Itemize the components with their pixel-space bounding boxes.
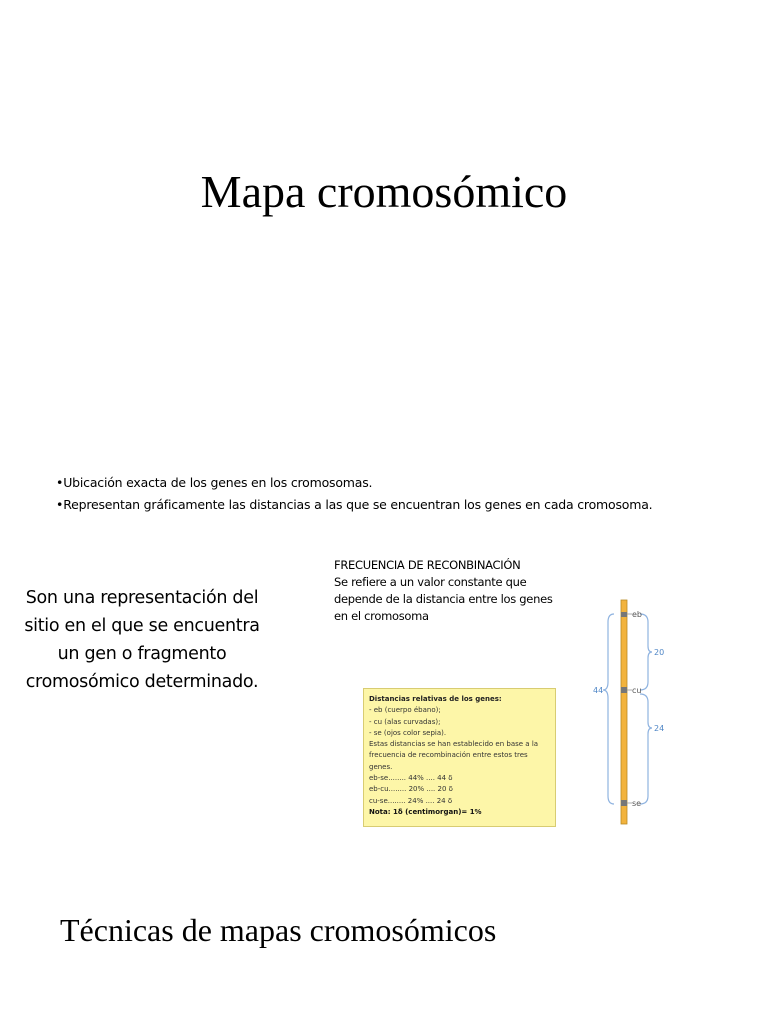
gene-label-eb: eb [632, 610, 642, 619]
figure-heading [334, 557, 554, 625]
bracket-cu-se [640, 694, 652, 804]
bracket-eb-cu [640, 614, 652, 690]
gene-label-cu: cu [632, 686, 642, 695]
definition-text: Son una representación del sitio en el que se encuentra un gen o fragmento cromosómico determinado. [24, 588, 260, 692]
recombination-figure [328, 552, 688, 827]
note-value: cu-se........ 24% .... 24 δ [369, 796, 453, 805]
note-gene: - eb (cuerpo ébano); [369, 706, 441, 715]
note-gene: - cu (alas curvadas); [369, 717, 441, 726]
note-value: eb-se........ 44% .... 44 δ [369, 774, 453, 783]
gene-label-se: se [632, 799, 642, 808]
note-gene: - se (ojos color sepia). [369, 728, 447, 737]
note-explanation: Estas distancias se han establecido en base a la frecuencia de recombinación entre estos tres genes. [369, 740, 539, 771]
bullet-item: • Ubicación exacta de los genes en los cromosomas. [56, 472, 756, 494]
gene-mark-se [621, 800, 627, 806]
bracket-eb-se [603, 614, 614, 804]
chromosome-diagram [578, 592, 688, 832]
distance-label-44: 44 [593, 686, 604, 695]
gene-distance-note [363, 688, 556, 827]
figure-heading-description: Se refiere a un valor constante que depende de la distancia entre los genes en el cromosoma [334, 575, 553, 623]
chromosome-bar [621, 600, 627, 824]
distance-label-20: 20 [654, 648, 665, 657]
section-title: Técnicas de mapas cromosómicos [60, 912, 497, 948]
gene-mark-eb [621, 612, 627, 617]
note-footnote: Nota: 1δ (centimorgan)= 1% [369, 807, 482, 816]
figure-heading-title: FRECUENCIA DE RECONBINACIÓN [334, 558, 521, 572]
note-value: eb-cu........ 20% .... 20 δ [369, 785, 453, 794]
distance-label-24: 24 [654, 724, 665, 733]
bullet-list [56, 472, 756, 516]
bullet-item: • Representan gráficamente las distancias a las que se encuentran los genes en cada cromosoma. [56, 494, 756, 516]
note-title: Distancias relativas de los genes: [369, 695, 502, 703]
slide-title: Mapa cromosómico [200, 166, 568, 217]
gene-mark-cu [621, 687, 627, 693]
